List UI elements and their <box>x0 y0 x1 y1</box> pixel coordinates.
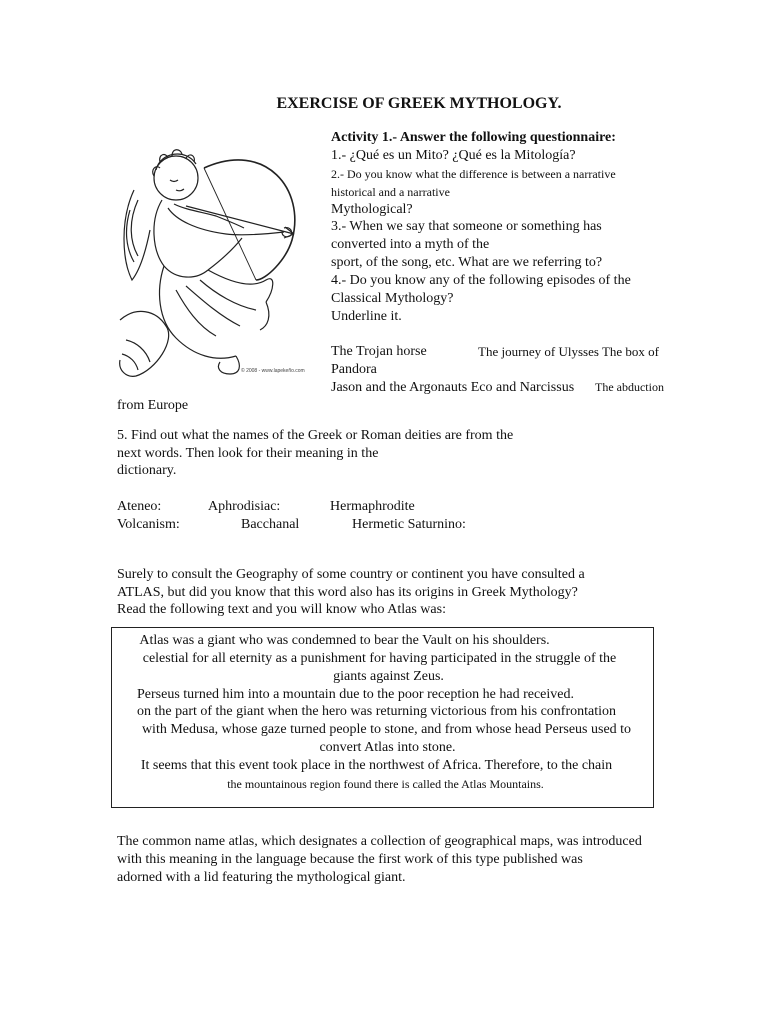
episode-europe: from Europe <box>117 398 189 413</box>
atlas-line4: Perseus turned him into a mountain due to the poor reception he had received. <box>137 687 574 702</box>
episode-pandora: Pandora <box>331 362 377 377</box>
word-bacchanal: Bacchanal <box>241 517 300 532</box>
intro-line3: Read the following text and you will know who Atlas was: <box>117 602 446 617</box>
closing-line1: The common name atlas, which designates a collection of geographical maps, was introduced <box>117 834 642 849</box>
question-2-line2: historical and a narrative <box>331 185 450 199</box>
episode-abduction: The abduction <box>595 380 664 394</box>
cupid-archer-illustration <box>116 130 308 382</box>
question-3-line1: 3.- When we say that someone or something has <box>331 219 602 234</box>
question-4-line1: 4.- Do you know any of the following episodes of the <box>331 273 631 288</box>
closing-line3: adorned with a lid featuring the mythological giant. <box>117 870 406 885</box>
atlas-line3: giants against Zeus. <box>333 669 444 684</box>
activity1-heading: Activity 1.- Answer the following questionnaire: <box>331 130 616 145</box>
word-ateneo: Ateneo: <box>117 499 162 514</box>
word-hermetic-saturnino: Hermetic Saturnino: <box>352 517 466 532</box>
atlas-line5: on the part of the giant when the hero was returning victorious from his confrontation <box>137 704 616 719</box>
question-3-line2: converted into a myth of the <box>331 237 490 252</box>
word-volcanism: Volcanism: <box>117 517 180 532</box>
question-2-line1: 2.- Do you know what the difference is between a narrative <box>331 167 616 181</box>
question-1: 1.- ¿Qué es un Mito? ¿Qué es la Mitología? <box>331 148 576 163</box>
intro-line1: Surely to consult the Geography of some country or continent you have consulted a <box>117 567 585 582</box>
atlas-line1: Atlas was a giant who was condemned to bear the Vault on his shoulders. <box>139 633 550 648</box>
word-aphrodisiac: Aphrodisiac: <box>208 499 281 514</box>
word-hermaphrodite: Hermaphrodite <box>330 499 415 514</box>
question-4-line2: Classical Mythology? <box>331 291 454 306</box>
page-title: EXERCISE OF GREEK MYTHOLOGY. <box>276 95 562 112</box>
question-5-line2: next words. Then look for their meaning in the <box>117 446 379 461</box>
episode-ulysses: The journey of Ulysses The box of <box>478 344 660 359</box>
question-2-line3: Mythological? <box>331 202 413 217</box>
illustration-credit: © 2008 - www.lapekeño.com <box>241 368 305 374</box>
question-5-line3: dictionary. <box>117 463 177 478</box>
episode-jason-eco: Jason and the Argonauts Eco and Narcissus <box>331 380 575 395</box>
atlas-line6: with Medusa, whose gaze turned people to stone, and from whose head Perseus used to <box>141 722 632 737</box>
atlas-line9: the mountainous region found there is called the Atlas Mountains. <box>227 777 544 791</box>
atlas-line2: celestial for all eternity as a punishment for having participated in the struggle of the <box>142 651 617 666</box>
atlas-line7: convert Atlas into stone. <box>319 740 456 755</box>
atlas-line8: It seems that this event took place in the northwest of Africa. Therefore, to the chain <box>140 758 613 773</box>
atlas-text-box <box>111 627 654 808</box>
question-5-line1: 5. Find out what the names of the Greek or Roman deities are from the <box>117 428 514 443</box>
closing-line2: with this meaning in the language because the first work of this type published was <box>117 852 583 867</box>
question-4-line3: Underline it. <box>331 309 402 324</box>
question-3-line3: sport, of the song, etc. What are we referring to? <box>331 255 603 270</box>
episode-trojan-horse: The Trojan horse <box>331 344 427 359</box>
intro-line2: ATLAS, but did you know that this word also has its origins in Greek Mythology? <box>117 585 578 600</box>
